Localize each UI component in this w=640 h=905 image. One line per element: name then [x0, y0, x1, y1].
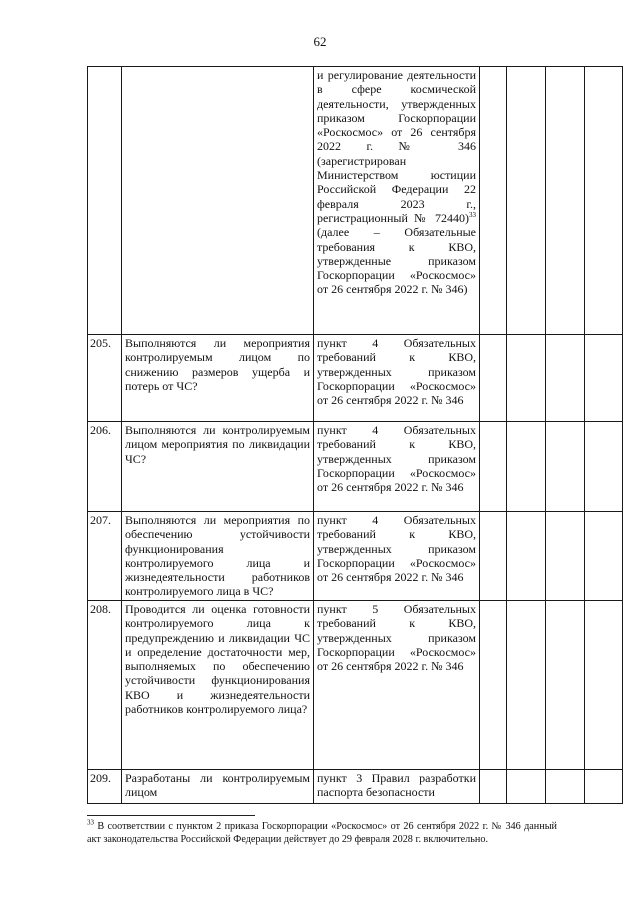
table-row — [88, 335, 623, 422]
question-text: Проводится ли оценка готовности контролируемого лица к предупреждению и ликвидации ЧС и определение достаточности мер, выполняемых по обеспечению устойчивости функционирования КВО и жизнедеятельности работников контролируемого лица? — [125, 602, 310, 717]
answer-cell-na[interactable] — [546, 512, 585, 601]
question-cell — [122, 512, 314, 601]
answer-cell-no[interactable] — [507, 67, 546, 335]
reference-text: пункт 4 Обязательных требований к КВО, утвержденных приказом Госкорпорации «Роскосмос» от 26 сентября 2022 г. № 346 — [317, 336, 476, 408]
answer-cell-yes[interactable] — [480, 67, 507, 335]
answer-cell-note[interactable] — [585, 67, 623, 335]
question-cell — [122, 601, 314, 770]
question-text: Выполняются ли контролируемым лицом мероприятия по ликвидации ЧС? — [125, 423, 310, 466]
reference-cell: пункт 3 Правил разработки паспорта безопасности — [314, 770, 480, 804]
reference-cell — [314, 601, 480, 770]
row-number: 207. — [88, 512, 122, 601]
answer-cell-note[interactable] — [585, 335, 623, 422]
reference-text: и регулирование деятельности в сфере космической деятельности, утвержденных приказом Госкорпорации «Роскосмос» от 26 сентября 2022 г. № 346 (зарегистрирован Министерством юстиции Российской Федерации 22 февраля 2023 г., регистрационный № 72440) — [317, 68, 476, 225]
answer-cell-yes[interactable] — [480, 335, 507, 422]
row-number — [88, 67, 122, 335]
answer-cell-yes[interactable] — [480, 601, 507, 770]
row-number: 209. — [88, 770, 122, 804]
reference-text: пункт 4 Обязательных требований к КВО, утвержденных приказом Госкорпорации «Роскосмос» от 26 сентября 2022 г. № 346 — [317, 513, 476, 585]
reference-cell — [314, 67, 480, 335]
answer-cell-note[interactable] — [585, 601, 623, 770]
footnote-ref: 33 — [469, 210, 476, 219]
question-cell — [122, 335, 314, 422]
footnote-marker: 33 — [87, 818, 94, 827]
answer-cell-yes[interactable] — [480, 770, 507, 804]
footnote-text: В соответствии с пунктом 2 приказа Госкорпорации «Роскосмос» от 26 сентября 2022 г. № 346 данный акт законодательства Российской Федерации действует до 29 февраля 2028 г. включительно. — [87, 821, 557, 845]
answer-cell-na[interactable] — [546, 422, 585, 512]
answer-cell-no[interactable] — [507, 770, 546, 804]
answer-cell-no[interactable] — [507, 512, 546, 601]
table-row — [88, 770, 623, 804]
answer-cell-no[interactable] — [507, 422, 546, 512]
checklist-table — [87, 66, 623, 804]
question-cell — [122, 67, 314, 335]
row-number: 206. — [88, 422, 122, 512]
answer-cell-na[interactable] — [546, 770, 585, 804]
answer-cell-note[interactable] — [585, 512, 623, 601]
question-text: Выполняются ли мероприятия по обеспечению устойчивости функционирования контролируемого лица и жизнедеятельности работников контролируемого лица в ЧС? — [125, 513, 310, 599]
row-number: 205. — [88, 335, 122, 422]
answer-cell-no[interactable] — [507, 601, 546, 770]
answer-cell-na[interactable] — [546, 67, 585, 335]
reference-cell — [314, 335, 480, 422]
table-row — [88, 601, 623, 770]
answer-cell-no[interactable] — [507, 335, 546, 422]
page-number: 62 — [313, 34, 327, 49]
answer-cell-note[interactable] — [585, 770, 623, 804]
table-row — [88, 422, 623, 512]
table-row — [88, 512, 623, 601]
reference-tail: (далее – Обязательные требования к КВО, утвержденные приказом Госкорпорации «Роскосмос» от 26 сентября 2022 г. № 346) — [317, 225, 476, 297]
reference-text: пункт 4 Обязательных требований к КВО, утвержденных приказом Госкорпорации «Роскосмос» от 26 сентября 2022 г. № 346 — [317, 423, 476, 495]
table-row — [88, 67, 623, 335]
answer-cell-na[interactable] — [546, 335, 585, 422]
question-cell: Разработаны ли контролируемым лицом — [122, 770, 314, 804]
answer-cell-yes[interactable] — [480, 512, 507, 601]
reference-text: пункт 5 Обязательных требований к КВО, утвержденных приказом Госкорпорации «Роскосмос» от 26 сентября 2022 г. № 346 — [317, 602, 476, 674]
reference-cell — [314, 422, 480, 512]
question-cell — [122, 422, 314, 512]
footnote — [87, 820, 557, 846]
answer-cell-na[interactable] — [546, 601, 585, 770]
footnote-divider — [87, 815, 255, 816]
reference-cell — [314, 512, 480, 601]
row-number: 208. — [88, 601, 122, 770]
question-text: Выполняются ли мероприятия контролируемым лицом по снижению размеров ущерба и потерь от ЧС? — [125, 336, 310, 393]
answer-cell-note[interactable] — [585, 422, 623, 512]
answer-cell-yes[interactable] — [480, 422, 507, 512]
